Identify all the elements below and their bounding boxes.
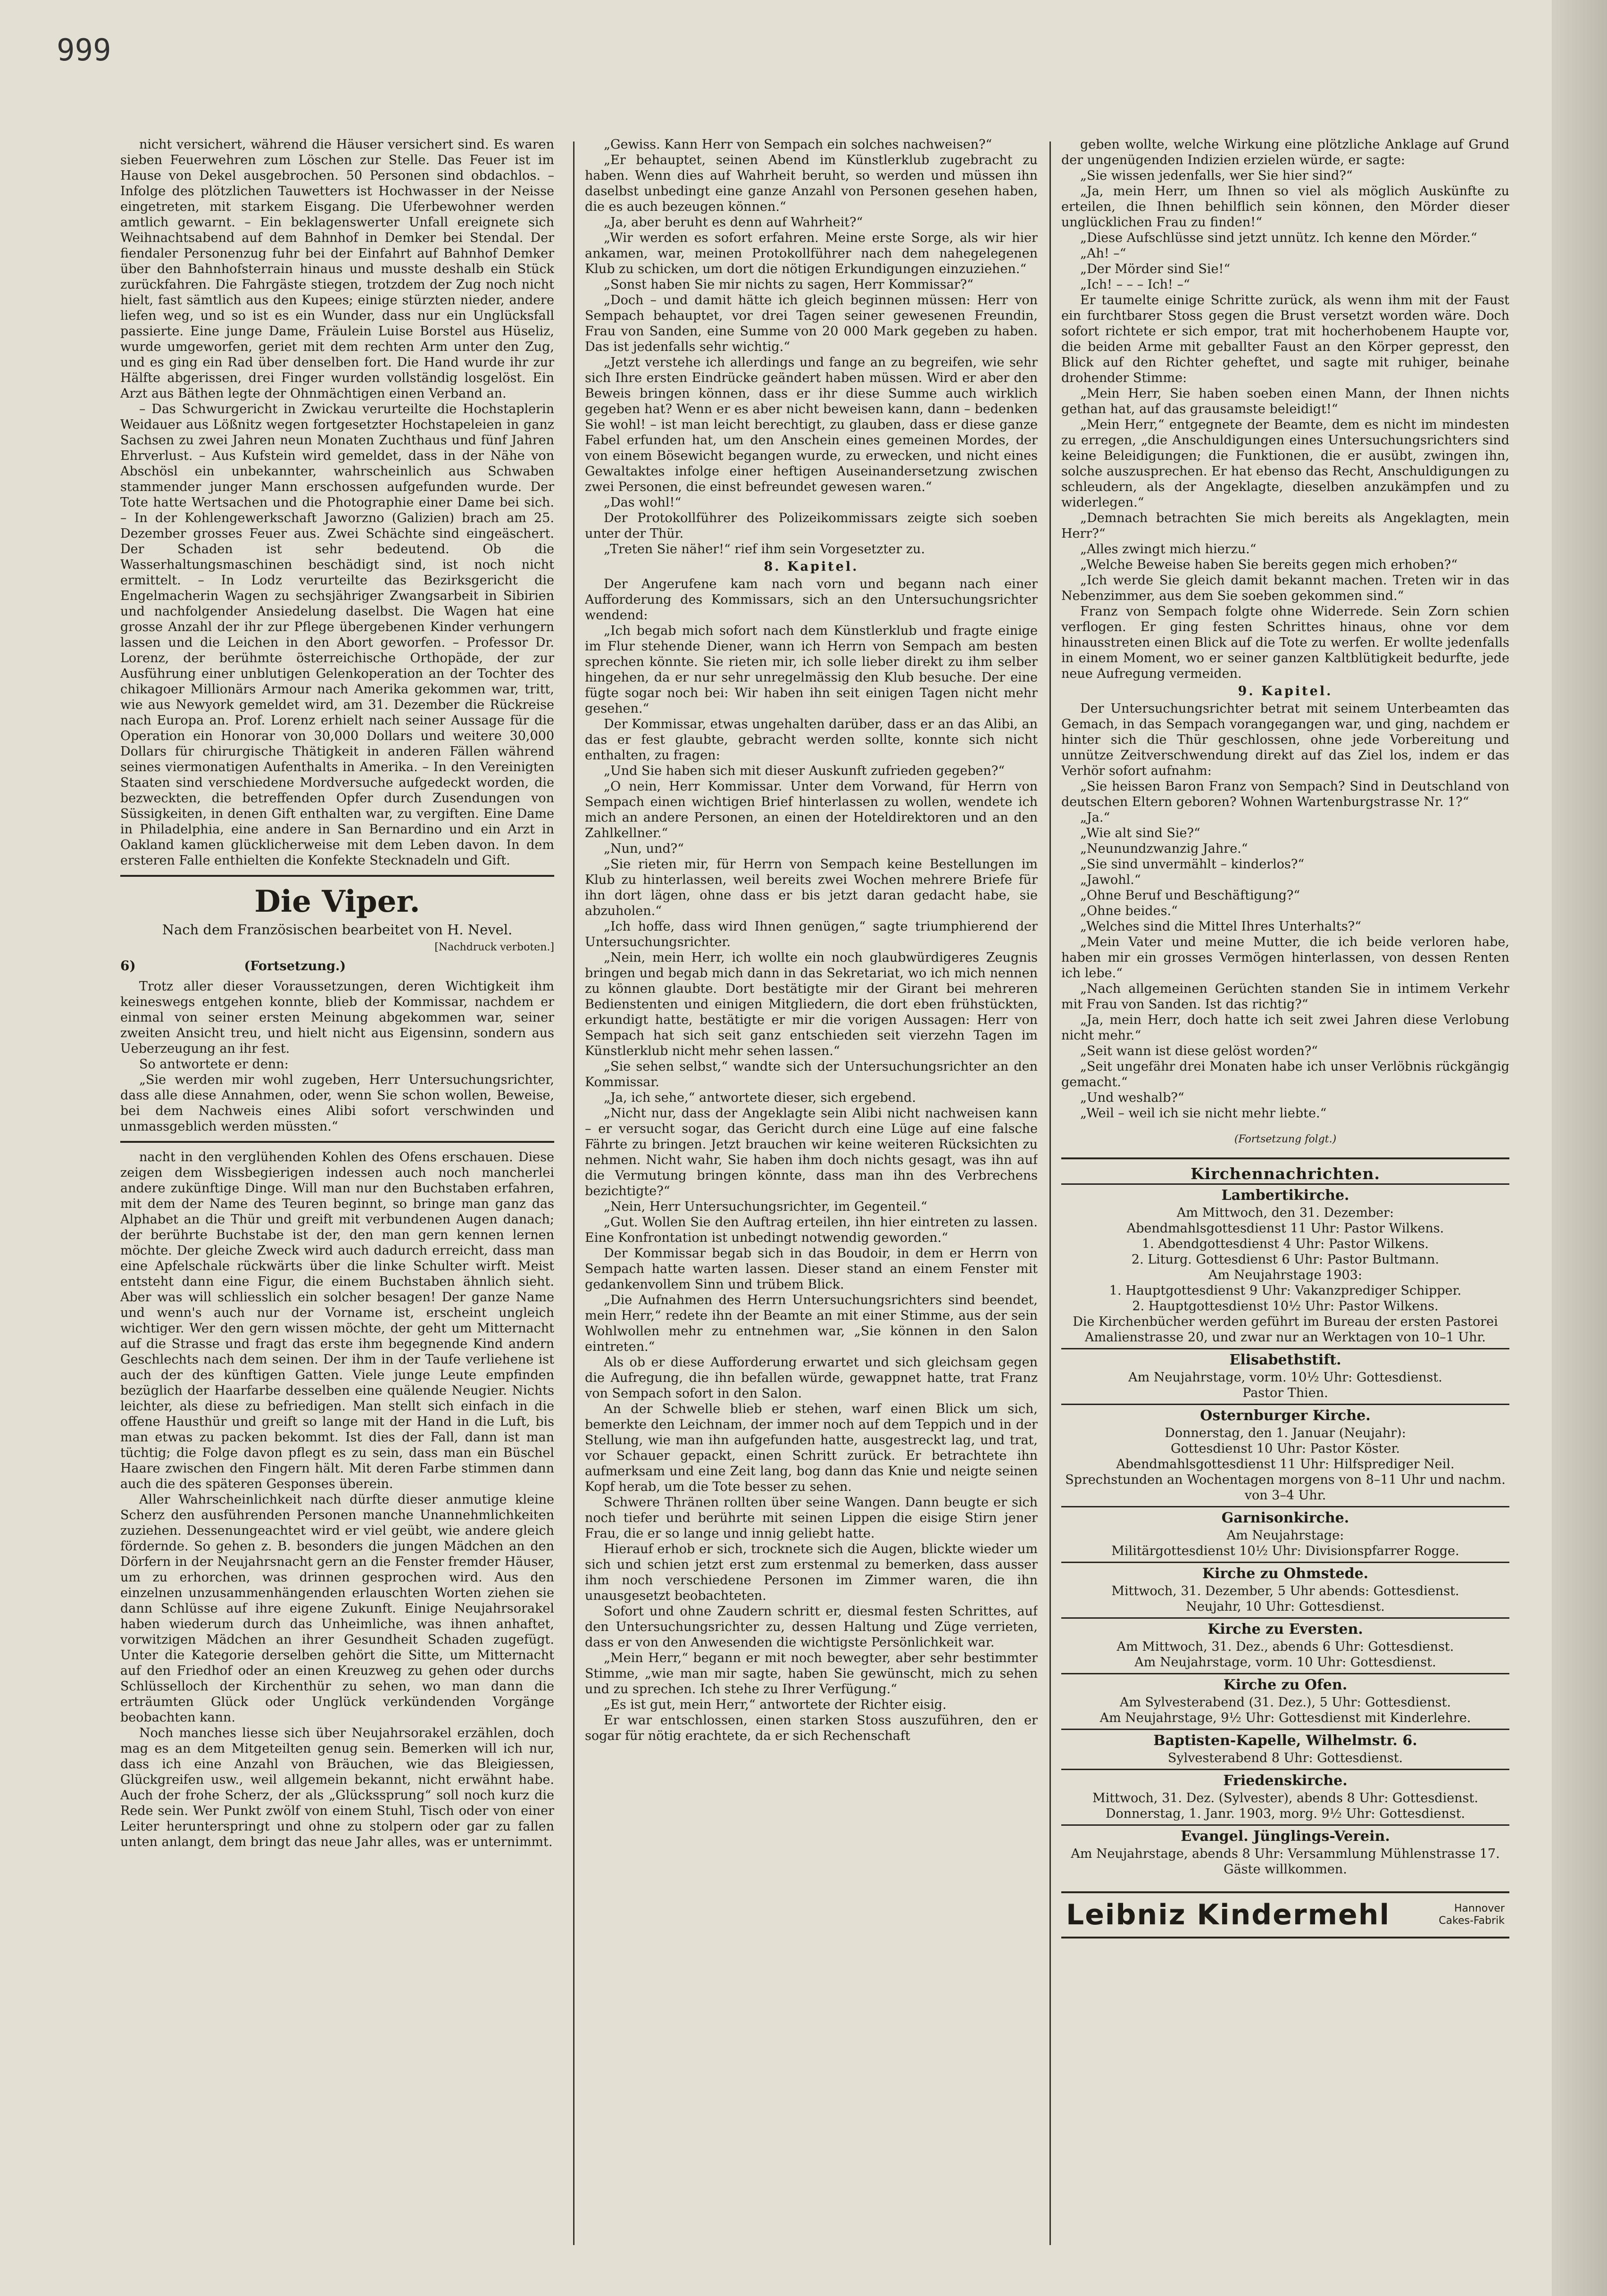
advertisement-side-line2: Cakes-Fabrik bbox=[1439, 1915, 1505, 1927]
paragraph: Er war entschlossen, einen starken Stoss auszuführen, den er sogar für nötig erachtete, da er sich Rechenschaft bbox=[585, 1713, 1038, 1743]
section-divider bbox=[120, 1141, 554, 1143]
paragraph: „Mein Herr, Sie haben soeben einen Mann, der Ihnen nichts gethan hat, auf das grausamste beleidigt!“ bbox=[1061, 386, 1509, 416]
church-service-line: Mittwoch, 31. Dez. (Sylvester), abends 8 Uhr: Gottesdienst. bbox=[1092, 1791, 1478, 1805]
church-service-line: Am Neujahrstage, vorm. 10 Uhr: Gottesdienst. bbox=[1134, 1655, 1436, 1670]
continuation-note: (Fortsetzung folgt.) bbox=[1234, 1133, 1337, 1145]
paragraph: „Neunundzwanzig Jahre.“ bbox=[1080, 841, 1248, 856]
paragraph: „Mein Vater und meine Mutter, die ich beide verloren habe, haben mir ein grosses Vermögen hinterlassen, von dessen Renten ich lebe.“ bbox=[1061, 935, 1509, 981]
paragraph: „Sie werden mir wohl zugeben, Herr Untersuchungsrichter, dass alle diese Annahmen, oder, wenn Sie schon wollen, Beweise, bei dem Nachweis eines Alibi sofort verschwinden und unmassgeblich werden müssten.“ bbox=[120, 1073, 554, 1134]
paragraph: „Ja, mein Herr, doch hatte ich seit zwei Jahren diese Verlobung nicht mehr.“ bbox=[1061, 1013, 1509, 1043]
church-service-line: Am Neujahrstage: bbox=[1226, 1528, 1344, 1543]
paragraph: Sofort und ohne Zaudern schritt er, diesmal festen Schrittes, auf den Untersuchungsrichter zu, dessen Haltung und Züge verrieten, dass er von den Anwesenden die wichtigste Persönlichkeit war. bbox=[585, 1604, 1038, 1650]
church-section-title: Kirche zu Ohmstede. bbox=[1202, 1565, 1369, 1582]
paragraph: „Wie alt sind Sie?“ bbox=[1080, 826, 1200, 840]
paragraph: „Nun, und?“ bbox=[604, 841, 684, 856]
installment-number: 6) bbox=[120, 958, 136, 973]
church-section-title: Osternburger Kirche. bbox=[1200, 1407, 1371, 1424]
paragraph: „Demnach betrachten Sie mich bereits als Angeklagten, mein Herr?“ bbox=[1061, 511, 1509, 541]
paragraph: „Ich begab mich sofort nach dem Künstlerklub und fragte einige im Flur stehende Diener, wann ich Herrn von Sempach am besten sprechen könnte. Sie rieten mir, ich solle lieber direkt zu ihm selber hingehen, da er nur sehr unregelmässig den Klub besuche. Der eine fügte sogar noch bei: Wir haben ihn seit einigen Tagen nicht mehr gesehen.“ bbox=[585, 624, 1038, 716]
church-service-line: Sprechstunden an Wochentagen morgens von 8–11 Uhr und nachm. von 3–4 Uhr. bbox=[1065, 1472, 1506, 1503]
paragraph: So antwortete er denn: bbox=[139, 1057, 289, 1072]
paragraph: Er taumelte einige Schritte zurück, als wenn ihm mit der Faust ein furchtbarer Stoss gegen die Brust versetzt worden wäre. Doch sofort richtete er sich empor, trat mit hocherhobenem Haupte vor, die beiden Arme mit geballter Faust an den Körper gepresst, den Blick auf den Richter geheftet, und sagte mit ruhiger, beinahe drohender Stimme: bbox=[1061, 293, 1509, 385]
paragraph: „Und weshalb?“ bbox=[1080, 1090, 1184, 1105]
paragraph: „Mein Herr,“ entgegnete der Beamte, dem es nicht im mindesten zu erregen, „die Anschuldigungen eines Untersuchungsrichters sind keine Beleidigungen; die Funktionen, die er ausübt, zwingen ihn, solche auszusprechen. Er hat ebenso das Recht, Anschuldigungen zu schleudern, als der Angeklagte, dieselben anzukämpfen und zu widerlegen.“ bbox=[1061, 417, 1509, 510]
church-service-line: Mittwoch, 31. Dezember, 5 Uhr abends: Gottesdienst. bbox=[1111, 1584, 1459, 1598]
church-section bbox=[1061, 1729, 1509, 1769]
paragraph: Franz von Sempach folgte ohne Widerrede. Sein Zorn schien verflogen. Er ging festen Schrittes hinaus, ohne vor dem hinausstreten einen Blick auf die Tote zu werfen. Er wollte jedenfalls in einem Moment, wo er seiner ganzen Kaltblütigkeit bedurfte, jede neue Aufregung vermeiden. bbox=[1061, 604, 1509, 681]
paragraph: Noch manches liesse sich über Neujahrsorakel erzählen, doch mag es an dem Mitgeteilten genug sein. Bemerken will ich nur, dass ich eine Anzahl von Bräuchen, wie das Bleigiessen, Glückgreifen usw., weil allgemein bekannt, nicht erwähnt habe. Auch der frohe Scherz, der als „Glückssprung“ soll noch kurz die Rede sein. Wer Punkt zwölf von einem Stuhl, Tisch oder von einer Leiter herunterspringt und ohne zu stolpern oder gar zu fallen unten anlangt, dem bringt das neue Jahr alles, was er unternimmt. bbox=[120, 1726, 554, 1849]
church-section-title: Elisabethstift. bbox=[1229, 1352, 1341, 1368]
paragraph: „Jawohl.“ bbox=[1080, 873, 1141, 887]
story-title: Die Viper. bbox=[254, 884, 420, 919]
paragraph: „Mein Herr,“ begann er mit noch bewegter, aber sehr bestimmter Stimme, „wie man mir sagte, haben Sie gewünscht, mich zu sehen und zu sprechen. Ich stehe zu Ihrer Verfügung.“ bbox=[585, 1651, 1038, 1697]
church-section-title: Kirche zu Eversten. bbox=[1207, 1621, 1363, 1638]
church-section bbox=[1061, 1562, 1509, 1617]
church-section bbox=[1061, 1404, 1509, 1506]
paragraph: „Seit wann ist diese gelöst worden?“ bbox=[1080, 1044, 1318, 1058]
paragraph: „Ja, mein Herr, um Ihnen so viel als möglich Auskünfte zu erteilen, die Ihnen behilflich sein können, den Mörder dieser unglücklichen Frau zu finden!“ bbox=[1061, 184, 1509, 230]
paragraph: „Gewiss. Kann Herr von Sempach ein solches nachweisen?“ bbox=[604, 137, 992, 152]
paragraph: „Welche Beweise haben Sie bereits gegen mich erhoben?“ bbox=[1080, 557, 1457, 572]
paragraph: „Jetzt verstehe ich allerdings und fange an zu begreifen, wie sehr sich Ihre ersten Eindrücke geändert haben müssen. Wird er aber den Beweis bringen können, dass er ihr diese Summe auch wirklich gegeben hat? Wenn er es aber nicht beweisen kann, dann – bedenken Sie wohl! – ist man leicht berechtigt, zu glauben, dass er diese ganze Fabel erfunden hat, um den Anschein eines gemeinen Mordes, der von einem Bösewicht begangen wurde, zu erwecken, und nicht eines Gewaltaktes infolge einer heftigen Auseinandersetzung zwischen zwei Personen, die einst befreundet gewesen waren.“ bbox=[585, 355, 1038, 494]
church-service-line: Am Neujahrstage, abends 8 Uhr: Versammlung Mühlenstrasse 17. Gäste willkommen. bbox=[1071, 1847, 1500, 1877]
advertisement bbox=[1061, 1891, 1509, 1938]
column-news bbox=[120, 137, 554, 2240]
paragraph: nacht in den verglühenden Kohlen des Ofens erschauen. Diese zeigen dem Wissbegierigen indessen auch noch mancherlei andere zukünftige Dinge. Will man nur den Buchstaben erfahren, mit dem der Name des Teuren beginnt, so bringe man ganz das Alphabet an die Thür und greift mit verbundenen Augen danach; der berührte Buchstabe ist der, den man gern kennen lernen möchte. Der gleiche Zweck wird auch dadurch erreicht, dass man eine Apfelschale rückwärts über die linke Schulter wirft. Meist entsteht dann eine Figur, die einem Buchstaben ähnlich sieht. Aber was will schliesslich ein solcher besagen! Der ganze Name und wenn's auch nur der Vorname ist, erscheint ungleich wichtiger. Wer den gern wissen möchte, der geht um Mitternacht auf die Strasse und fragt das erste ihm begegnende Kind andern Geschlechts nach dem seinen. Der ihm in der Taufe verliehene ist auch der des künftigen Gatten. Viele junge Leute empfinden bezüglich der Haarfarbe desselben eine quälende Neugier. Nichts leichter, als diese zu befriedigen. Man stellt sich einfach in die offene Hausthür und greift so lange mit der Hand in die Luft, bis man etwas zu packen bekommt. Ist dies der Fall, dann ist man tüchtig; die Folge davon pflegt es zu sein, dass man ein Büschel Haare zwischen den Fingern hält. Mit deren Farbe stimmen dann auch die des späteren Gesponses überein. bbox=[120, 1150, 554, 1491]
church-service-line: Am Mittwoch, den 31. Dezember: bbox=[1176, 1206, 1394, 1220]
paragraph: „Ich werde Sie gleich damit bekannt machen. Treten wir in das Nebenzimmer, aus dem Sie soeben gekommen sind.“ bbox=[1061, 573, 1509, 603]
church-section-title: Lambertikirche. bbox=[1221, 1187, 1349, 1204]
paragraph: „Ja, aber beruht es denn auf Wahrheit?“ bbox=[604, 215, 863, 230]
paragraph: Trotz aller dieser Voraussetzungen, deren Wichtigkeit ihm keineswegs entgehen konnte, blieb der Kommissar, nachdem er einmal von seiner ersten Meinung abgekommen war, seiner zweiten Ansicht treu, und hielt nicht aus Eigensinn, sondern aus Ueberzeugung an ihr fest. bbox=[120, 979, 554, 1056]
paragraph: „Nein, Herr Untersuchungsrichter, im Gegenteil.“ bbox=[604, 1199, 927, 1214]
paragraph: „Sie heissen Baron Franz von Sempach? Sind in Deutschland von deutschen Eltern geboren? Wohnen Wartenburgstrasse Nr. 1?“ bbox=[1061, 779, 1509, 809]
installment-label: (Fortsetzung.) bbox=[244, 959, 346, 973]
paragraph: „Sie wissen jedenfalls, wer Sie hier sind?“ bbox=[1080, 168, 1353, 183]
church-service-line: Neujahr, 10 Uhr: Gottesdienst. bbox=[1186, 1599, 1385, 1614]
church-service-line: Die Kirchenbücher werden geführt im Bureau der ersten Pastorei Amalienstrasse 20, und zwar nur an Werktagen von 10–1 Uhr. bbox=[1073, 1314, 1498, 1345]
story-continuation bbox=[585, 137, 1038, 1744]
church-section-title: Garnisonkirche. bbox=[1221, 1510, 1349, 1526]
paragraph: „Ja.“ bbox=[1080, 810, 1110, 825]
paragraph: nicht versichert, während die Häuser versichert sind. Es waren sieben Feuerwehren zum Löschen zur Stelle. Das Feuer ist im Hause von Dekel ausgebrochen. 50 Personen sind obdachlos. – Infolge des plötzlichen Tauwetters ist Hochwasser in der Neisse eingetreten, mit starkem Eisgang. Die Uferbewohner werden amtlich gewarnt. – Ein beklagenswerter Unfall ereignete sich Weihnachtsabend auf dem Bahnhof in Demker bei Stendal. Der fiendaler Personenzug fuhr bei der Einfahrt auf Bahnhof Demker über den Bahnhofsterrain hinaus und musste deshalb ein Stück zurückfahren. Die Fahrgäste stiegen, trotzdem der Zug noch nicht hielt, fast sämtlich aus den Kupees; einige stürzten nieder, andere liefen weg, und so ist es ein Wunder, dass nur ein Unglücksfall passierte. Eine junge Dame, Fräulein Luise Borstel aus Hüseliz, wurde umgeworfen, geriet mit dem rechten Arm unter den Zug, und es ging ein Rad über denselben fort. Die Hand wurde ihr zur Hälfte abgerissen, drei Finger wurden vollständig losgelöst. Ein Arzt aus Bäthen legte der Ohnmächtigen einen Verband an. bbox=[120, 137, 554, 401]
paragraph: „Ah! –“ bbox=[1080, 246, 1126, 261]
paragraph: Schwere Thränen rollten über seine Wangen. Dann beugte er sich noch tiefer und berührte mit seinen Lippen die eisige Stirn jener Frau, die er so lange und innig geliebt hatte. bbox=[585, 1495, 1038, 1541]
paragraph: Als ob er diese Aufforderung erwartet und sich gleichsam gegen die Aufregung, die ihn befallen würde, gewappnet hatte, trat Franz von Sempach sofort in den Salon. bbox=[585, 1355, 1038, 1401]
story-continuation-2 bbox=[1061, 137, 1509, 1147]
church-section bbox=[1061, 1769, 1509, 1824]
paragraph: „Sie sehen selbst,“ wandte sich der Untersuchungsrichter an den Kommissar. bbox=[585, 1059, 1038, 1090]
paragraph: „O nein, Herr Kommissar. Unter dem Vorwand, für Herrn von Sempach einen wichtigen Brief hinterlassen zu wollen, wendete ich mich an andere Personen, an einen der Hoteldirektoren und an den Zahlkellner.“ bbox=[585, 779, 1038, 840]
paragraph: „Ja, ich sehe,“ antwortete dieser, sich ergebend. bbox=[604, 1090, 916, 1105]
paragraph: „Er behauptet, seinen Abend im Künstlerklub zugebracht zu haben. Wenn dies auf Wahrheit beruht, so werden und müssen ihn daselbst unbedingt eine ganze Anzahl von Personen gesehen haben, die es auch bezeugen können.“ bbox=[585, 153, 1038, 214]
page-number: 999 bbox=[57, 33, 111, 68]
paragraph: „Seit ungefähr drei Monaten habe ich unser Verlöbnis rückgängig gemacht.“ bbox=[1061, 1059, 1509, 1090]
church-service-line: Pastor Thien. bbox=[1242, 1386, 1328, 1400]
chapter-heading: 8. Kapitel. bbox=[764, 559, 859, 574]
scan-edge bbox=[1552, 0, 1607, 2296]
advertisement-side bbox=[1439, 1903, 1505, 1927]
paragraph: „Ich hoffe, dass wird Ihnen genügen,“ sagte triumphierend der Untersuchungsrichter. bbox=[585, 919, 1038, 949]
paragraph: Aller Wahrscheinlichkeit nach dürfte dieser anmutige kleine Scherz den ausführenden Personen manche Unannehmlichkeiten zuziehen. Dessenungeachtet wird er viel geübt, wie andere gleich fördernde. So gehen z. B. besonders die jungen Mädchen an den Dörfern in der Neujahrsnacht gern an die Fenster fremder Häuser, um zu erhorchen, was drinnen gesprochen wird. Aus den einzelnen unzusammenhängenden erlauschten Worten ziehen sie dann Schlüsse auf ihre eigene Zukunft. Einige Neujahrsorakel haben wiederum durch das Unheimliche, was ihnen anhaftet, vorwitzigen Mädchen an ihrer Gesundheit Schaden zugefügt. Unter die Kategorie derselben gehört die Sitte, um Mitternacht auf den Friedhof oder an einen Kreuzweg zu gehen oder durchs Schlüsselloch der Kirchenthür zu sehen, wo man dann die erträumten Glück oder Unglück verkündenden Vorgänge beobachten kann. bbox=[120, 1492, 554, 1725]
paragraph: Der Angerufene kam nach vorn und begann nach einer Aufforderung des Kommissars, sich an den Untersuchungsrichter wendend: bbox=[585, 577, 1038, 623]
advertisement-name: Leibniz Kindermehl bbox=[1066, 1898, 1391, 1931]
column-rule bbox=[573, 141, 575, 2245]
section-divider bbox=[1061, 1157, 1509, 1159]
church-service-line: Donnerstag, den 1. Januar (Neujahr): bbox=[1165, 1426, 1406, 1440]
church-section-title: Evangel. Jünglings-Verein. bbox=[1181, 1828, 1390, 1845]
church-section bbox=[1061, 1183, 1509, 1348]
paragraph: „Sie sind unvermählt – kinderlos?“ bbox=[1080, 857, 1305, 872]
paragraph: „Und Sie haben sich mit dieser Auskunft zufrieden gegeben?“ bbox=[604, 764, 1005, 778]
paragraph: „Ohne Beruf und Beschäftigung?“ bbox=[1080, 888, 1300, 903]
paragraph: „Treten Sie näher!“ rief ihm sein Vorgesetzter zu. bbox=[604, 542, 925, 557]
section-divider bbox=[120, 875, 554, 877]
paragraph: „Der Mörder sind Sie!“ bbox=[1080, 262, 1231, 276]
paragraph: „Sonst haben Sie mir nichts zu sagen, Herr Kommissar?“ bbox=[604, 277, 974, 292]
chapter-heading: 9. Kapitel. bbox=[1238, 684, 1333, 699]
church-service-line: Am Neujahrstage 1903: bbox=[1208, 1268, 1362, 1282]
church-service-line: 1. Hauptgottesdienst 9 Uhr: Vakanzprediger Schipper. bbox=[1109, 1283, 1462, 1298]
installment-header bbox=[120, 958, 554, 974]
church-service-line: Donnerstag, 1. Janr. 1903, morg. 9½ Uhr: Gottesdienst. bbox=[1105, 1806, 1465, 1821]
church-section-title: Kirche zu Ofen. bbox=[1223, 1677, 1348, 1693]
paragraph: „Doch – und damit hätte ich gleich beginnen müssen: Herr von Sempach behauptet, vor drei Tagen seiner gewesenen Freundin, Frau von Sanden, eine Summe von 20 000 Mark gegeben zu haben. Das ist jedenfalls sehr wichtig.“ bbox=[585, 293, 1038, 354]
paragraph: „Es ist gut, mein Herr,“ antwortete der Richter eisig. bbox=[604, 1697, 947, 1712]
advertisement-side-line1: Hannover bbox=[1454, 1903, 1505, 1914]
paragraph: „Nicht nur, dass der Angeklagte sein Alibi nicht nachweisen kann – er versucht sogar, das Gericht durch eine Lüge auf eine falsche Fährte zu bringen. Jetzt brauchen wir keine weiteren Rücksichten zu nehmen. Nicht wahr, Sie haben ihm doch nichts gesagt, was ihn auf die Vermutung bringen könnte, dass man ihn des Verbrechens bezichtigte?“ bbox=[585, 1106, 1038, 1198]
church-section-title: Baptisten-Kapelle, Wilhelmstr. 6. bbox=[1153, 1732, 1417, 1749]
church-service-line: Am Neujahrstage, 9½ Uhr: Gottesdienst mit Kinderlehre. bbox=[1099, 1711, 1471, 1725]
paragraph: „Welches sind die Mittel Ihres Unterhalts?“ bbox=[1080, 919, 1361, 934]
church-service-line: Am Mittwoch, 31. Dez., abends 6 Uhr: Gottesdienst. bbox=[1116, 1639, 1454, 1654]
paragraph: „Gut. Wollen Sie den Auftrag erteilen, ihn hier eintreten zu lassen. Eine Konfrontation ist unbedingt notwendig geworden.“ bbox=[585, 1215, 1038, 1245]
church-section bbox=[1061, 1824, 1509, 1880]
church-section bbox=[1061, 1506, 1509, 1562]
church-service-line: Abendmahlsgottesdienst 11 Uhr: Hilfsprediger Neil. bbox=[1116, 1457, 1455, 1472]
paragraph: Der Kommissar begab sich in das Boudoir, in dem er Herrn von Sempach hatte warten lassen. Dieser stand an einem Fenster mit gedankenvollem Sinn und trübem Blick. bbox=[585, 1246, 1038, 1292]
paragraph: An der Schwelle blieb er stehen, warf einen Blick um sich, bemerkte den Leichnam, der immer noch auf dem Teppich und in der Stellung, wie man ihn aufgefunden hatte, ausgestreckt lag, und trat, vor Schauer gepackt, einen Schritt zurück. Er betrachtete ihn aufmerksam und eine Zeit lang, bog dann das Knie und neigte seinen Kopf herab, um die Tote besser zu sehen. bbox=[585, 1402, 1038, 1494]
church-service-line: Am Sylvesterabend (31. Dez.), 5 Uhr: Gottesdienst. bbox=[1119, 1695, 1451, 1710]
church-service-line: Sylvesterabend 8 Uhr: Gottesdienst. bbox=[1167, 1751, 1403, 1765]
new-year-article bbox=[120, 1149, 554, 1850]
column-story bbox=[585, 137, 1038, 2240]
column-story-and-notices bbox=[1061, 137, 1509, 2240]
paragraph: „Weil – weil ich sie nicht mehr liebte.“ bbox=[1080, 1106, 1327, 1121]
paragraph: „Ohne beides.“ bbox=[1080, 904, 1178, 918]
reprint-note: [Nachdruck verboten.] bbox=[434, 941, 554, 953]
church-service-line: 1. Abendgottesdienst 4 Uhr: Pastor Wilkens. bbox=[1141, 1237, 1429, 1251]
paragraph: Der Protokollführer des Polizeikommissars zeigte sich soeben unter der Thür. bbox=[585, 511, 1038, 541]
church-service-line: Gottesdienst 10 Uhr: Pastor Köster. bbox=[1170, 1441, 1400, 1456]
paragraph: „Ich! – – – Ich! –“ bbox=[1080, 277, 1190, 292]
column-rule bbox=[1049, 141, 1051, 2245]
church-service-line: 2. Liturg. Gottesdienst 6 Uhr: Pastor Bultmann. bbox=[1131, 1252, 1440, 1267]
church-section bbox=[1061, 1348, 1509, 1404]
story-byline: Nach dem Französischen bearbeitet von H. Nevel. bbox=[162, 922, 513, 938]
church-section bbox=[1061, 1673, 1509, 1729]
paragraph: Der Kommissar, etwas ungehalten darüber, dass er an das Alibi, an das er fest glaubte, gebracht werden sollte, konnte sich nicht enthalten, zu fragen: bbox=[585, 717, 1038, 763]
paragraph: „Diese Aufschlüsse sind jetzt unnütz. Ich kenne den Mörder.“ bbox=[1080, 231, 1477, 245]
church-listings bbox=[1061, 1183, 1509, 1880]
paragraph: „Nach allgemeinen Gerüchten standen Sie in intimem Verkehr mit Frau von Sanden. Ist das richtig?“ bbox=[1061, 982, 1509, 1012]
paragraph: „Alles zwingt mich hierzu.“ bbox=[1080, 542, 1257, 557]
church-service-line: 2. Hauptgottesdienst 10½ Uhr: Pastor Wilkens. bbox=[1132, 1299, 1439, 1314]
paragraph: Hierauf erhob er sich, trocknete sich die Augen, blickte wieder um sich und schien jetzt erst zum erstenmal zu bemerken, dass ausser ihm noch verschiedene Personen im Zimmer waren, die ihn unausgesetzt beobachteten. bbox=[585, 1542, 1038, 1603]
church-service-line: Abendmahlsgottesdienst 11 Uhr: Pastor Wilkens. bbox=[1126, 1221, 1444, 1236]
paragraph: „Nein, mein Herr, ich wollte ein noch glaubwürdigeres Zeugnis bringen und begab mich dann in das Sekretariat, wo ich mich nennen zu können glaubte. Dort bestätigte mir der Girant bei mehreren Bedienstenten und einigen Mitgliedern, die dort eben frühstückten, erkundigt hatte, bestätigte er mir die vorigen Aussagen: Herr von Sempach hat sich seit ganz entschieden seit vierzehn Tagen im Künstlerklub nicht mehr sehen lassen.“ bbox=[585, 950, 1038, 1058]
paragraph: „Wir werden es sofort erfahren. Meine erste Sorge, als wir hier ankamen, war, meinen Protokollführer nach dem nahegelegenen Klub zu schicken, um dort die nötigen Erkundigungen einzuziehen.“ bbox=[585, 231, 1038, 276]
paragraph: – Das Schwurgericht in Zwickau verurteilte die Hochstaplerin Weidauer aus Lößnitz wegen fortgesetzter Hochstapeleien in ganz Sachsen zu zwei Jahren neun Monaten Zuchthaus und fünf Jahren Ehrverlust. – Aus Kufstein wird gemeldet, dass in der Nähe von Abschösl ein unbekannter, wahrscheinlich aus Schwaben stammender junger Mann erschossen aufgefunden wurde. Der Tote hatte Wertsachen und die Photographie einer Dame bei sich. – In der Kohlengewerkschaft Jaworzno (Galizien) brach am 25. Dezember grosses Feuer aus. Zwei Schächte sind eingeäschert. Der Schaden ist sehr bedeutend. Ob die Wasserhaltungsmaschinen beschädigt sind, ist noch nicht ermittelt. – In Lodz verurteilte das Bezirksgericht die Engelmacherin Wagen zu sechsjähriger Zwangsarbeit in Sibirien und nachfolgender Ansiedelung daselbst. Die Wagen hat eine grosse Anzahl der ihr zur Pflege übergebenen Kinder verhungern lassen und die Leichen in den Abort geworfen. – Professor Dr. Lorenz, der berühmte österreichische Orthopäde, der zur Ausführung einer unblutigen Gelenkoperation an der Tochter des chikagoer Millionärs Armour nach Amerika gekommen war, tritt, wie aus Newyork gemeldet wird, am 31. Dezember die Rückreise nach Europa an. Prof. Lorenz erhielt nach seiner Aussage für die Operation ein Honorar von 30,000 Dollars und weitere 30,000 Dollars für chirurgische Thätigkeit in anderen Fällen während seines viermonatigen Aufenthalts in Amerika. – In den Vereinigten Staaten sind verschiedene Mordversuche aufgedeckt worden, die bezweckten, die betreffenden Opfer durch Zusendungen von Süssigkeiten, in denen Gift enthalten war, zu vergiften. Eine Dame in Philadelphia, eine andere in San Bernardino und ein Arzt in Oakland kamen glücklicherweise mit dem Leben davon. In dem ersteren Falle enthielten die Konfekte Stecknadeln und Gift. bbox=[120, 402, 554, 868]
church-section-title: Friedenskirche. bbox=[1223, 1772, 1348, 1789]
church-news-heading: Kirchennachrichten. bbox=[1191, 1165, 1380, 1183]
story-intro bbox=[120, 979, 554, 1134]
paragraph: „Das wohl!“ bbox=[604, 495, 682, 510]
news-miscellany bbox=[120, 137, 554, 868]
paragraph: geben wollte, welche Wirkung eine plötzliche Anklage auf Grund der ungenügenden Indizien erzielen würde, er sagte: bbox=[1061, 137, 1509, 167]
paragraph: „Sie rieten mir, für Herrn von Sempach keine Bestellungen im Klub zu hinterlassen, weil bereits zwei Wochen mehrere Briefe für ihn dort lägen, ohne dass er bis jetzt daran gedacht habe, sie abzuholen.“ bbox=[585, 857, 1038, 918]
paragraph: „Die Aufnahmen des Herrn Untersuchungsrichters sind beendet, mein Herr,“ redete ihn der Beamte an mit einer Stimme, aus der sein Wohlwollen mehr zu entnehmen war, „Sie können in den Salon eintreten.“ bbox=[585, 1293, 1038, 1354]
church-section bbox=[1061, 1617, 1509, 1673]
church-service-line: Am Neujahrstage, vorm. 10½ Uhr: Gottesdienst. bbox=[1128, 1370, 1442, 1385]
church-service-line: Militärgottesdienst 10½ Uhr: Divisionspfarrer Rogge. bbox=[1111, 1544, 1459, 1558]
paragraph: Der Untersuchungsrichter betrat mit seinem Unterbeamten das Gemach, in das Sempach vorangegangen war, und ging, nachdem er hinter sich die Thür geschlossen, ohne jede Vorbereitung und unnütze Zeitverschwendung direkt auf das Ziel los, indem er das Verhör sofort aufnahm: bbox=[1061, 701, 1509, 778]
